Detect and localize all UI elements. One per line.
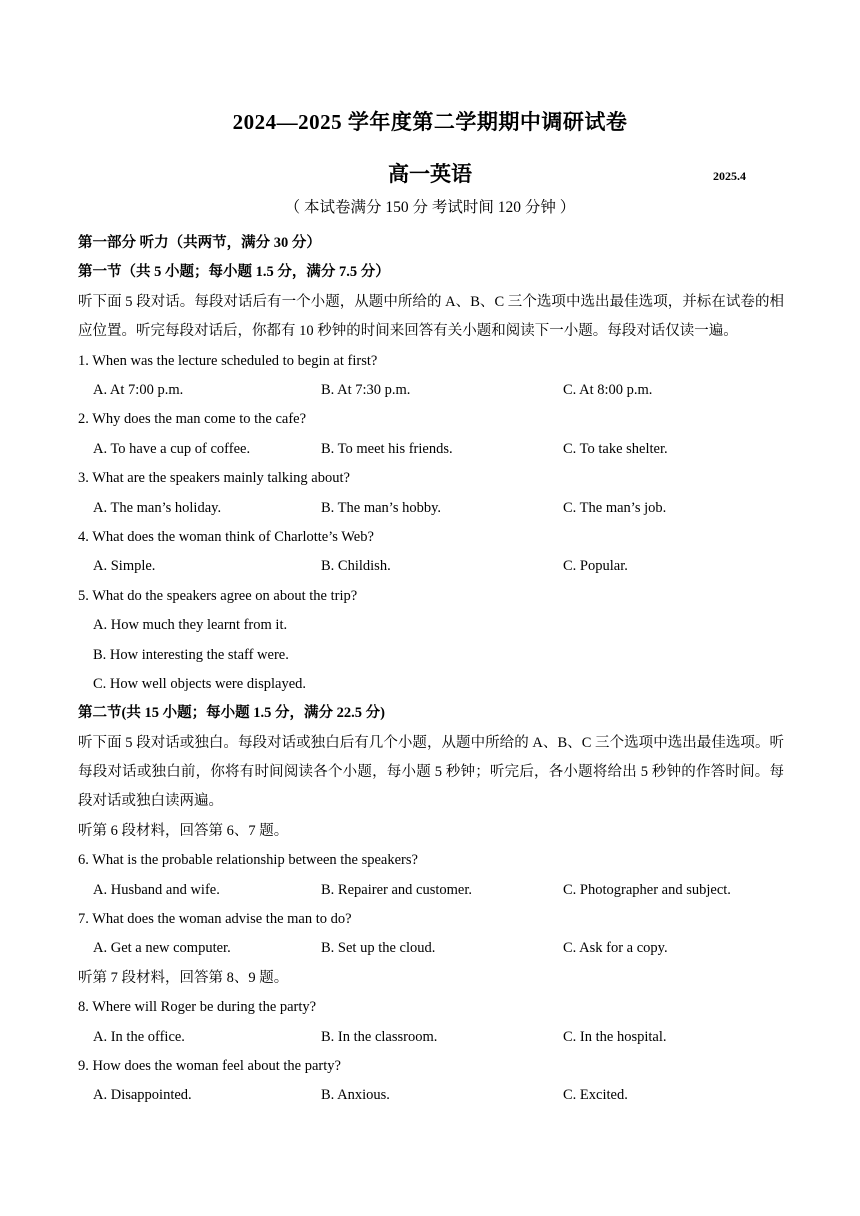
exam-date: 2025.4 — [713, 169, 746, 183]
question-9: 9. How does the woman feel about the party? — [78, 1058, 341, 1075]
options-8 — [78, 1023, 784, 1052]
option-a: A. Get a new computer. — [93, 940, 231, 957]
option-c: C. The man’s job. — [563, 499, 667, 516]
option-c: C. At 8:00 p.m. — [563, 381, 653, 398]
material-7-note: 听第 7 段材料，回答第 8、9 题。 — [78, 969, 289, 986]
question-7: 7. What does the woman advise the man to do? — [78, 911, 352, 928]
section2-instructions: 听下面 5 段对话或独白。每段对话或独白后有几个小题，从题中所给的 A、B、C 三个选项中选出最佳选项。听每段对话或独白前，你将有时间阅读各个小题，每小题 5 秒钟；听完后，各小题将给出 5 秒钟的作答时间。每段对话或独白读两遍。 — [78, 734, 784, 810]
material-6-note: 听第 6 段材料，回答第 6、7 题。 — [78, 822, 289, 839]
exam-note: （ 本试卷满分 150 分 考试时间 120 分钟 ） — [284, 199, 576, 216]
question-2: 2. Why does the man come to the cafe? — [78, 411, 307, 428]
option-b: B. To meet his friends. — [321, 440, 453, 457]
option-c: C. Excited. — [563, 1087, 628, 1104]
question-5: 5. What do the speakers agree on about the trip? — [78, 587, 358, 604]
part1-heading: 第一部分 听力（共两节，满分 30 分） — [78, 235, 321, 251]
option-b: B. Anxious. — [321, 1087, 390, 1104]
option-c: C. How well objects were displayed. — [93, 675, 307, 692]
options-4 — [78, 552, 784, 581]
option-a: A. The man’s holiday. — [93, 499, 222, 516]
option-b: B. How interesting the staff were. — [93, 646, 289, 663]
option-a: A. In the office. — [93, 1028, 185, 1045]
option-a: A. Husband and wife. — [93, 881, 220, 898]
option-a: A. Disappointed. — [93, 1087, 192, 1104]
option-b: B. At 7:30 p.m. — [321, 381, 411, 398]
section2-heading: 第二节(共 15 小题；每小题 1.5 分，满分 22.5 分) — [78, 705, 385, 722]
option-c: C. In the hospital. — [563, 1028, 667, 1045]
option-a: A. At 7:00 p.m. — [93, 381, 184, 398]
section1-instructions: 听下面 5 段对话。每段对话后有一个小题，从题中所给的 A、B、C 三个选项中选出最佳选项，并标在试卷的相应位置。听完每段对话后，你都有 10 秒钟的时间来回答有关小题和阅读下一小题。每段对话仅读一遍。 — [78, 293, 784, 340]
subject-title: 高一英语 — [388, 162, 472, 186]
exam-content — [78, 229, 784, 1111]
options-3 — [78, 494, 784, 523]
option-c: C. Ask for a copy. — [563, 940, 668, 957]
options-6 — [78, 876, 784, 905]
option-b: B. Set up the cloud. — [321, 940, 436, 957]
section1-heading: 第一节（共 5 小题；每小题 1.5 分，满分 7.5 分） — [78, 264, 390, 281]
options-1 — [78, 376, 784, 405]
option-b: B. Repairer and customer. — [321, 881, 472, 898]
option-b: B. In the classroom. — [321, 1028, 438, 1045]
question-1: 1. When was the lecture scheduled to begin at first? — [78, 352, 378, 369]
option-c: C. Popular. — [563, 558, 628, 575]
option-c: C. To take shelter. — [563, 440, 668, 457]
options-2 — [78, 435, 784, 464]
options-9 — [78, 1081, 784, 1110]
options-7 — [78, 934, 784, 963]
option-a: A. How much they learnt from it. — [93, 617, 288, 634]
option-c: C. Photographer and subject. — [563, 881, 731, 898]
option-a: A. Simple. — [93, 558, 156, 575]
option-b: B. Childish. — [321, 558, 391, 575]
option-a: A. To have a cup of coffee. — [93, 440, 251, 457]
exam-title: 2024—2025 学年度第二学期期中调研试卷 — [232, 110, 628, 134]
option-b: B. The man’s hobby. — [321, 499, 442, 516]
question-4: 4. What does the woman think of Charlotte’s Web? — [78, 528, 374, 545]
question-8: 8. Where will Roger be during the party? — [78, 999, 317, 1016]
question-6: 6. What is the probable relationship between the speakers? — [78, 852, 418, 869]
question-3: 3. What are the speakers mainly talking about? — [78, 470, 350, 487]
